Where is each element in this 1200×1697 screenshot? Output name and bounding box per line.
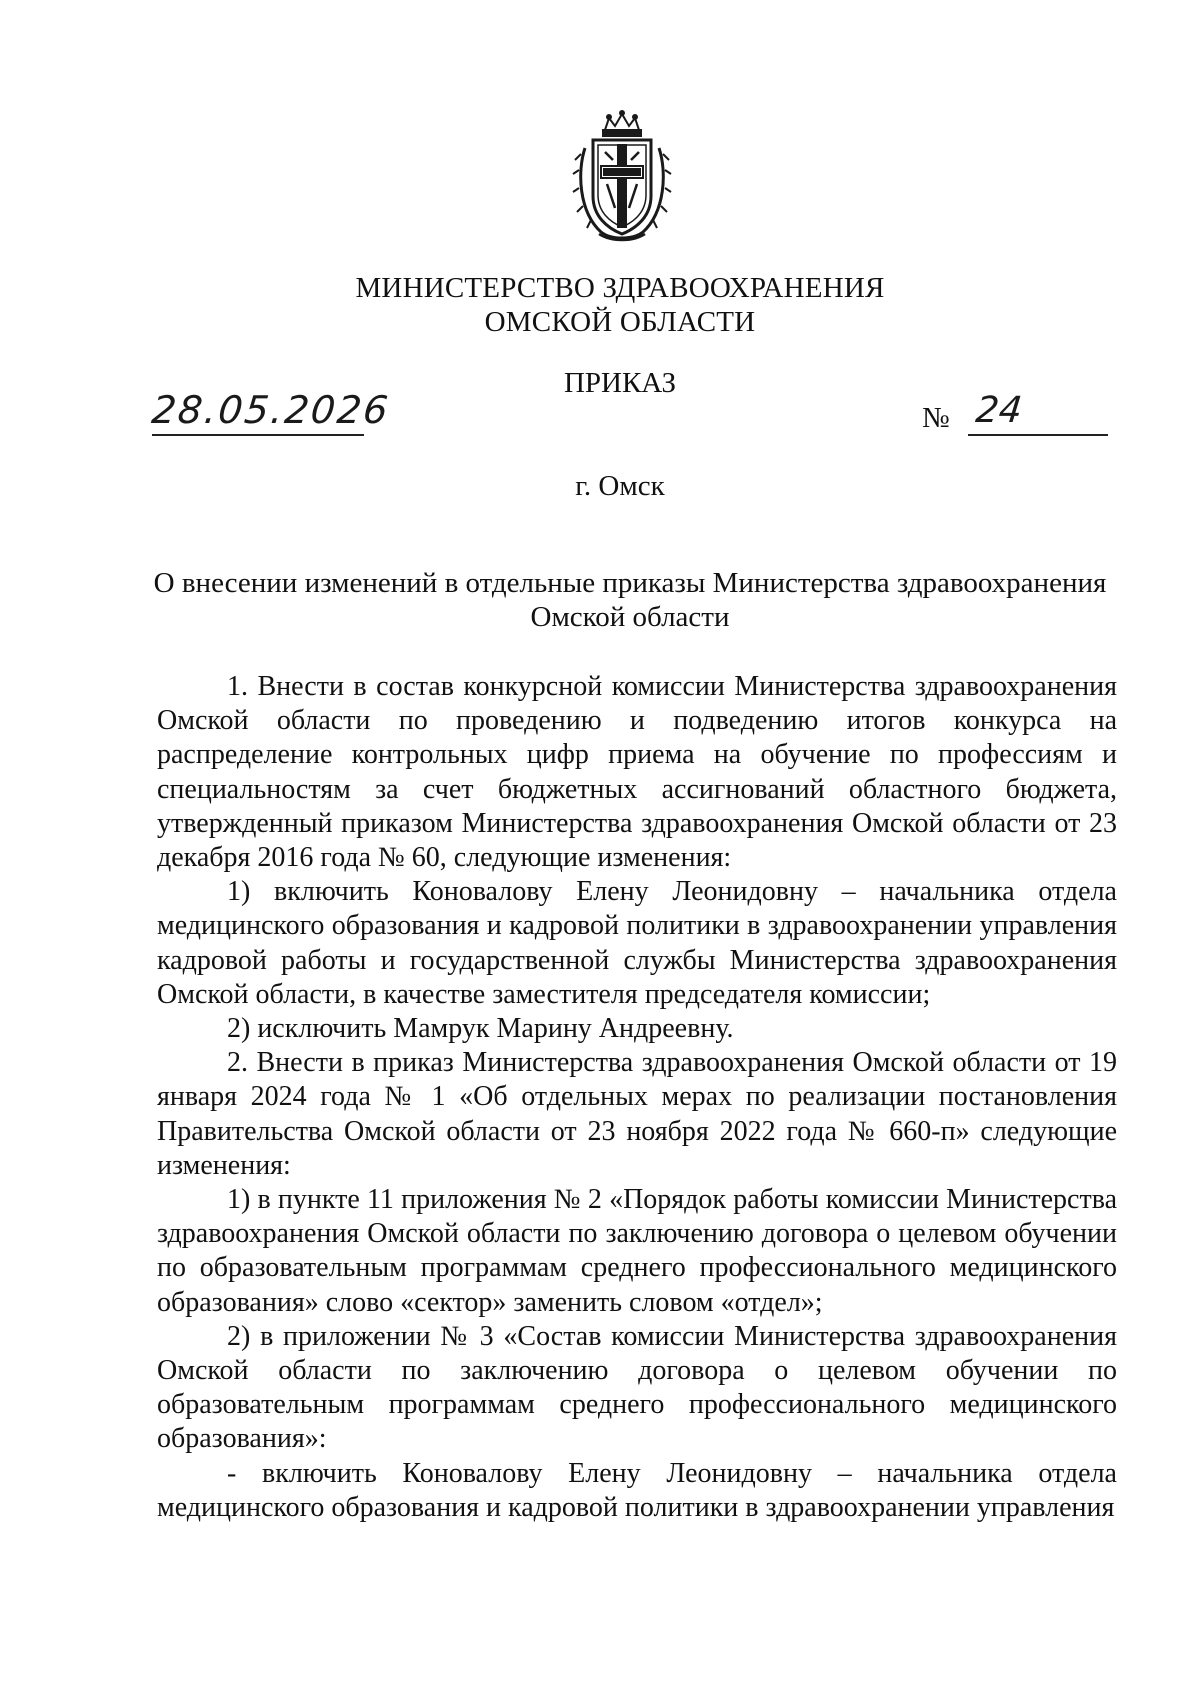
order-title-line1: О внесении изменений в отдельные приказы Министерства здравоохранения xyxy=(153,567,1107,599)
order-number: 24 xyxy=(973,390,1024,431)
order-number-block xyxy=(922,390,1108,440)
paragraph: 2. Внести в приказ Министерства здравоохранения Омской области от 19 января 2024 года № 1 «Об отдельных мерах по реализации постановления Правительства Омской области от 23 ноября 2022 года № 660-п» следующие изменения: xyxy=(157,1047,1117,1181)
ministry-name-line1: МИНИСТЕРСТВО ЗДРАВООХРАНЕНИЯ xyxy=(355,272,885,304)
order-title-line2: Омской области xyxy=(530,601,730,633)
order-date: 28.05.2026 xyxy=(149,388,392,432)
paragraph: 1. Внести в состав конкурсной комиссии Министерства здравоохранения Омской области по проведению и подведению итогов конкурса на распределение контрольных цифр приема на обучение по профессиям и специальностям за счет бюджетных ассигнований областного бюджета, утвержденный приказом Министерства здравоохранения Омской области от 23 декабря 2016 года № 60, следующие изменения: xyxy=(157,671,1117,874)
paragraph: 1) включить Коновалову Елену Леонидовну – начальника отдела медицинского образования и кадровой политики в здравоохранении управления кадровой работы и государственной службы Министерства здравоохранения Омской области, в качестве заместителя председателя комиссии; xyxy=(157,876,1117,1010)
city-name: г. Омск xyxy=(575,470,665,502)
document-type: ПРИКАЗ xyxy=(563,367,677,399)
number-underline xyxy=(968,434,1108,436)
paragraph: - включить Коновалову Елену Леонидовну – начальника отдела медицинского образования и кадровой политики в здравоохранении управления xyxy=(157,1457,1117,1523)
omsk-coat-of-arms-icon xyxy=(571,108,673,244)
number-sign: № xyxy=(922,402,950,434)
paragraph: 1) в пункте 11 приложения № 2 «Порядок работы комиссии Министерства здравоохранения Омской области по заключению договора о целевом обучении по образовательным программам среднего профессионального медицинского образования» слово «сектор» заменить словом «отдел»; xyxy=(157,1184,1117,1318)
date-underline xyxy=(152,434,364,436)
order-title xyxy=(150,566,1110,634)
paragraph: 2) в приложении № 3 «Состав комиссии Министерства здравоохранения Омской области по заключению договора о целевом обучении по образовательным программам среднего профессионального медицинского образования»: xyxy=(157,1320,1117,1455)
paragraph: 2) исключить Мамрук Марину Андреевну. xyxy=(227,1013,734,1045)
ministry-name-line2: ОМСКОЙ ОБЛАСТИ xyxy=(484,306,756,338)
order-body xyxy=(157,670,1117,1525)
